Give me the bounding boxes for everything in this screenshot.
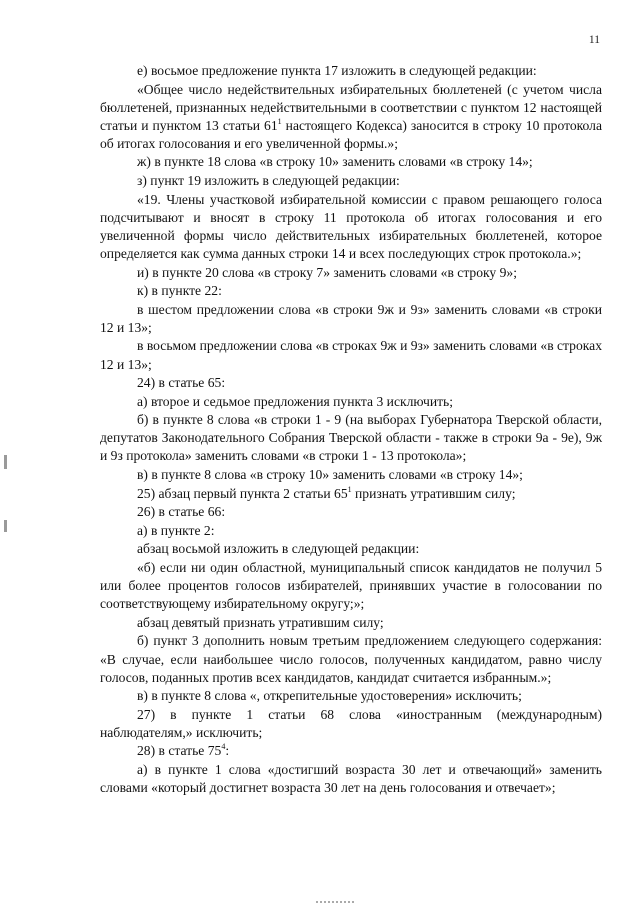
paragraph: 24) в статье 65: <box>137 375 226 391</box>
scan-artifact <box>4 455 7 469</box>
superscript: 1 <box>347 484 352 494</box>
scan-artifact <box>316 901 356 903</box>
paragraph: в шестом предложении слова «в строки 9ж и 9з» заменить словами «в строки 12 и 13»; <box>100 301 602 335</box>
paragraph: «б) если ни один областной, муниципальный список кандидатов не получил 5 или более процентов голосов избирателей, принявших участие в голосовании по соответствующему избирательному округу;»; <box>100 560 602 612</box>
paragraph: 27) в пункте 1 статьи 68 слова «иностранным (международным) наблюдателям,» исключить; <box>100 706 602 740</box>
paragraph: 28) в статье $75^4$: <box>137 742 230 759</box>
paragraph: в восьмом предложении слова «в строках 9ж и 9з» заменить словами «в строках 12 и 13»; <box>100 338 602 372</box>
paragraph: и) в пункте 20 слова «в строку 7» заменить словами «в строку 9»; <box>137 264 518 280</box>
superscript: 1 <box>277 116 282 126</box>
paragraph: ж) в пункте 18 слова «в строку 10» заменить словами «в строку 14»; <box>137 154 533 170</box>
paragraph: б) пункт 3 дополнить новым третьим предложением следующего содержания: «В случае, если наибольшее число голосов, полученных кандидатом, равно числу голосов, поданных против всех кандидатов, кандидат считается избранным.»; <box>100 633 602 685</box>
scan-artifact <box>4 520 7 532</box>
paragraph: з) пункт 19 изложить в следующей редакции: <box>137 173 400 189</box>
superscript: 4 <box>221 742 226 752</box>
paragraph: в) в пункте 8 слова «в строку 10» заменить словами «в строку 14»; <box>137 467 523 483</box>
paragraph: 26) в статье 66: <box>137 504 226 520</box>
paragraph: е) восьмое предложение пункта 17 изложить в следующей редакции: <box>137 63 537 78</box>
paragraph: б) в пункте 8 слова «в строки 1 - 9 (на выборах Губернатора Тверской области, депутатов Законодательного Собрания Тверской области - также в строки 9а - 9е), 9ж и 9з протокола» заменить словами «в строки 1 - 13 протокола»; <box>100 412 602 464</box>
paragraph: к) в пункте 22: <box>137 283 222 299</box>
paragraph: абзац девятый признать утратившим силу; <box>137 614 384 630</box>
paragraph: «19. Члены участковой избирательной комиссии с правом решающего голоса подсчитывают и вносят в строку 11 протокола об итогах голосования и его увеличенной формы число действительных избирательных бюллетеней, которое определяется как сумма данных строки 14 и всех последующих строк протокола.»; <box>100 191 602 261</box>
paragraph: а) в пункте 2: <box>137 522 215 538</box>
page-number: 11 <box>588 34 600 46</box>
paragraph: а) в пункте 1 слова «достигший возраста 30 лет и отвечающий» заменить словами «который достигнет возраста 30 лет на день голосования и отвечает»; <box>100 762 602 796</box>
paragraph: абзац восьмой изложить в следующей редакции: <box>137 541 420 557</box>
paragraph: 25) абзац первый пункта 2 статьи $65^1$ признать утратившим силу; <box>137 484 516 501</box>
document-body <box>100 62 602 797</box>
paragraph: а) второе и седьмое предложения пункта 3 исключить; <box>137 393 454 409</box>
paragraph: «Общее число недействительных избирательных бюллетеней (с учетом числа бюллетеней, признанных недействительными в соответствии с пунктом 12 настоящей статьи и пунктом 13 статьи $61^1$ настоящего Кодекса) заносится в строку 10 протокола об итогах голосования и его увеличенной формы.»; <box>100 81 602 151</box>
paragraph: в) в пункте 8 слова «, открепительные удостоверения» исключить; <box>137 688 522 704</box>
